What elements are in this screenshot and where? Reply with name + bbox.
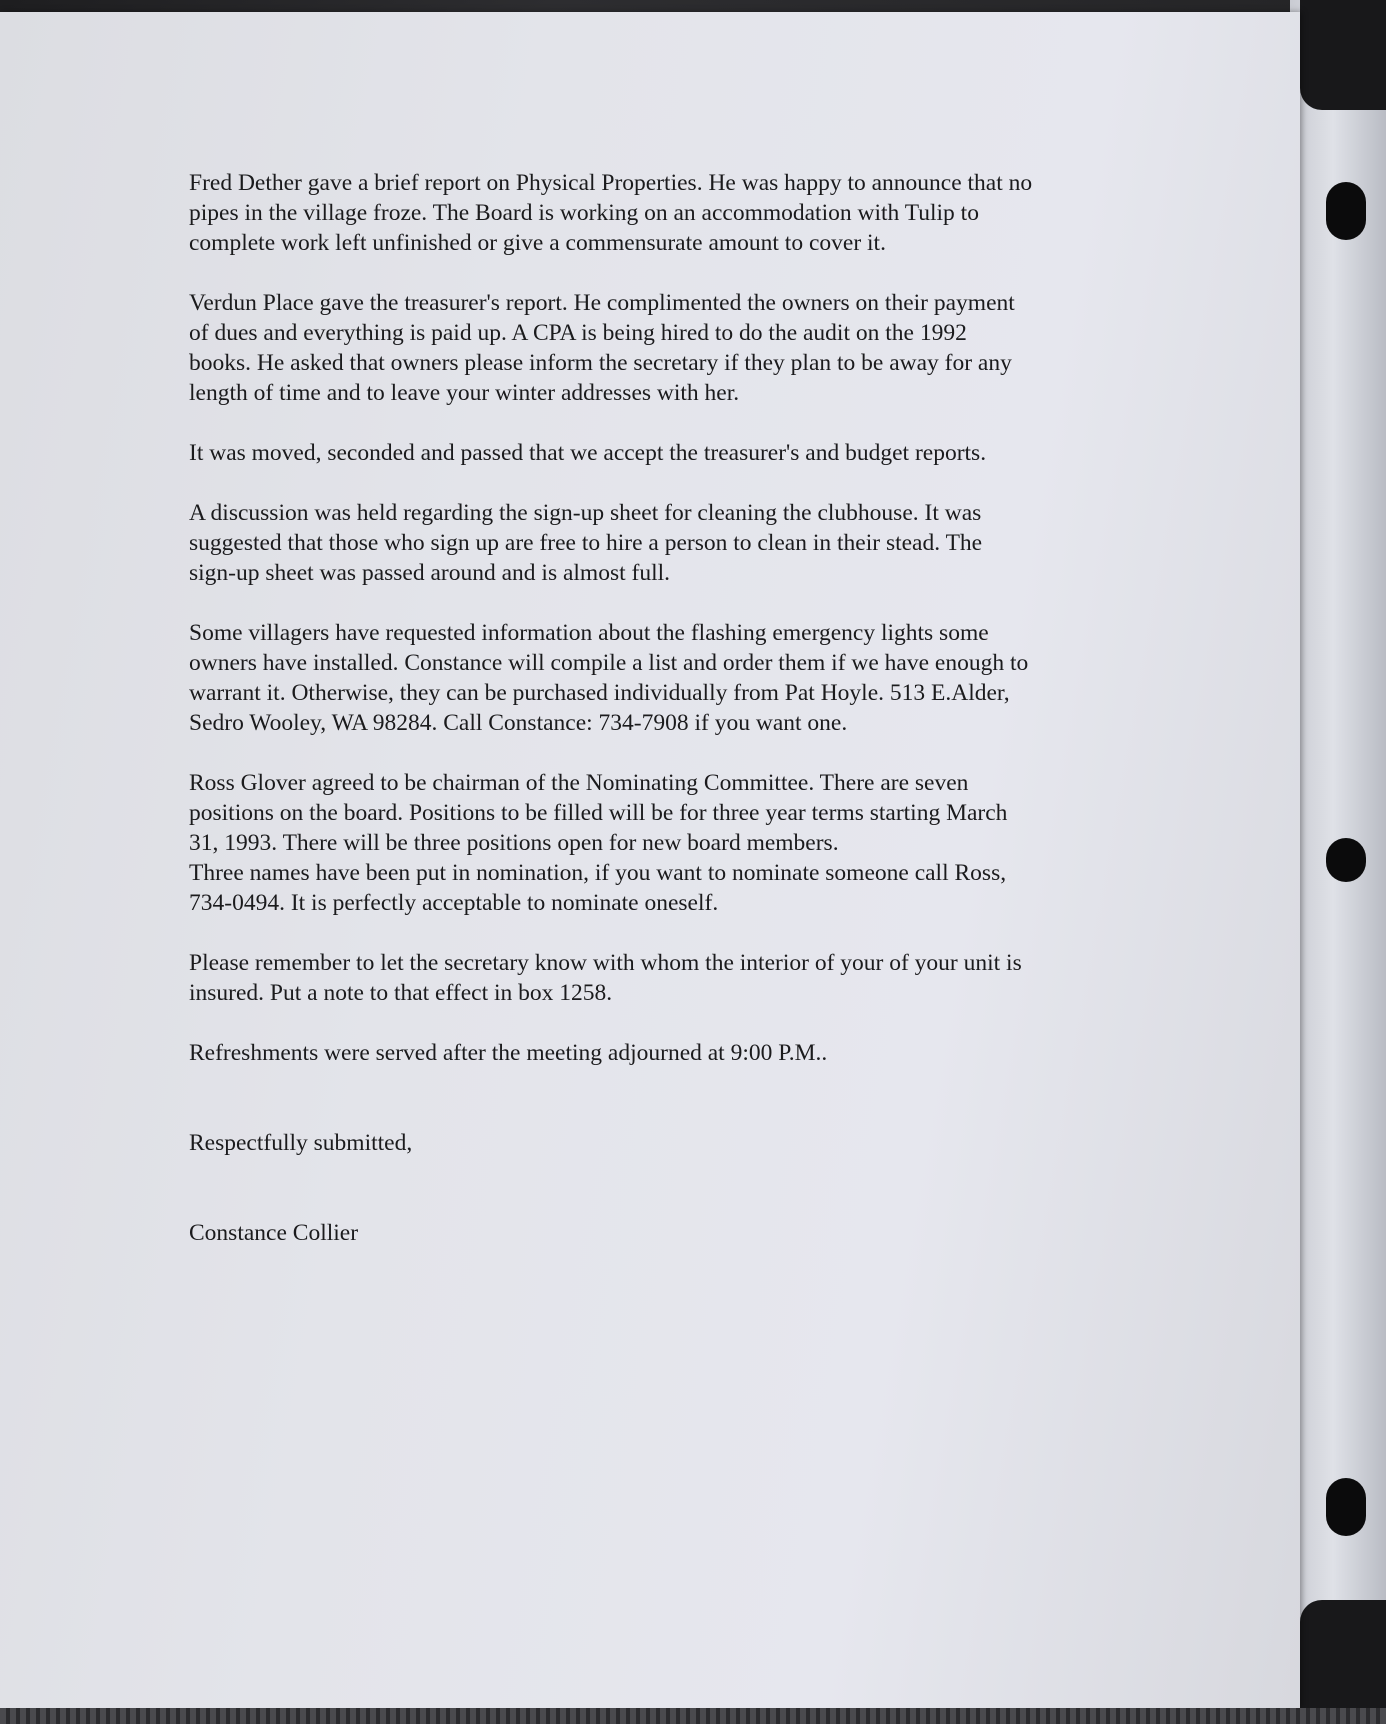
punch-hole-top — [1326, 182, 1366, 240]
paragraph-motion-accept-reports: It was moved, seconded and passed that we accept the treasurer's and budget reports. — [189, 440, 987, 466]
paragraph-refreshments: Refreshments were served after the meeting adjourned at 9:00 P.M.. — [189, 1040, 828, 1066]
page-bottom-edge — [0, 1708, 1386, 1724]
paragraph-emergency-lights: Some villagers have requested information about the flashing emergency lights some owners have installed. Constance will compile a list and order them if we have enough to warrant it. Otherwise, they can be purchased individually from Pat Hoyle. 513 E.Alder, Sedro Wooley, WA 98284. Call Constance: 734-7908 if you want one. — [189, 620, 1029, 736]
closing-line: Respectfully submitted, — [189, 1130, 413, 1156]
binder-sleeve-bottom-band — [1300, 1600, 1386, 1724]
punch-hole-bottom — [1326, 1478, 1366, 1536]
signature-name: Constance Collier — [189, 1220, 359, 1246]
paragraph-physical-properties: Fred Dether gave a brief report on Physical Properties. He was happy to announce that no pipes in the village froze. The Board is working on an accommodation with Tulip to complete work left unfinished or give a commensurate amount to cover it. — [189, 170, 1033, 256]
punch-hole-middle — [1326, 838, 1366, 882]
paragraph-clubhouse-cleaning: A discussion was held regarding the sign-up sheet for cleaning the clubhouse. It was suggested that those who sign up are free to hire a person to clean in their stead. The sign-up sheet was passed around and is almost full. — [189, 500, 983, 586]
paragraph-insurance-reminder: Please remember to let the secretary know with whom the interior of your of your unit is insured. Put a note to that effect in box 1258. — [189, 950, 1022, 1006]
paragraph-treasurer-report: Verdun Place gave the treasurer's report. He complimented the owners on their payment of dues and everything is paid up. A CPA is being hired to do the audit on the 1992 books. He asked that owners please inform the secretary if they plan to be away for any length of time and to leave your winter addresses with her. — [189, 290, 1015, 406]
document-body — [189, 168, 1129, 1248]
binder-sleeve-top-band — [1300, 0, 1386, 110]
paragraph-nominating-committee: Ross Glover agreed to be chairman of the Nominating Committee. There are seven positions on the board. Positions to be filled will be for three year terms starting March 31, 1993. There will be three positions open for new board members. Three names have been put in nomination, if you want to nominate someone call Ross, 734-0494. It is perfectly acceptable to nominate oneself. — [189, 770, 1008, 916]
